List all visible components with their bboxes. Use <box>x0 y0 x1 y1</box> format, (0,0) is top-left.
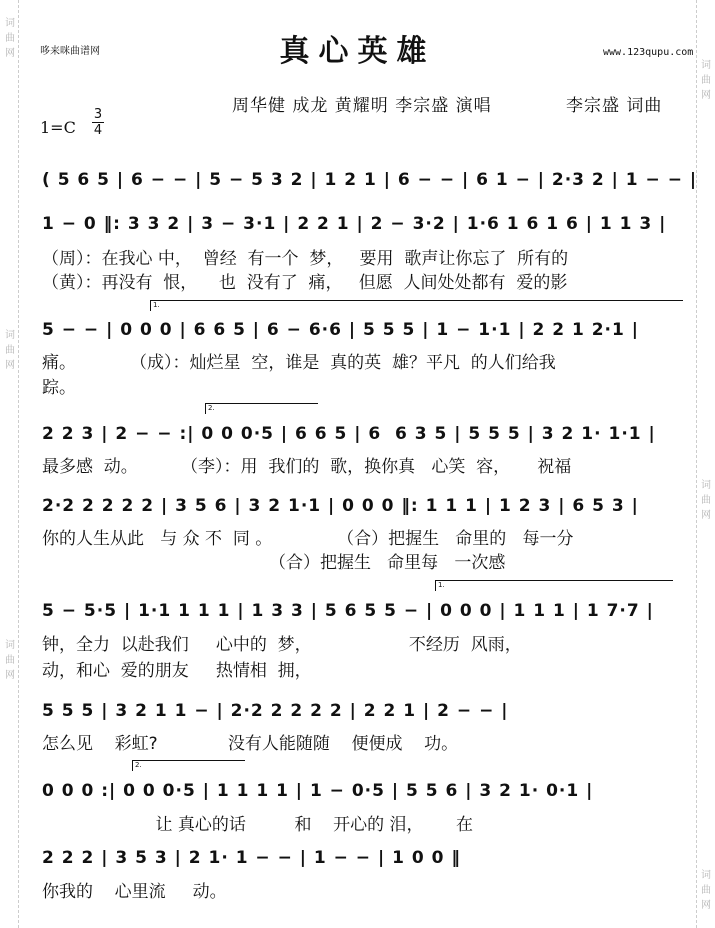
lyric-line: （周）：在我心 中， 曾经 有一个 梦， 要用 歌声让你忘了 所有的 <box>42 249 569 269</box>
notation: 2 2 2 | 3 5 3 | 2 1· 1 − − | 1 − − | 1 0 0 ‖ <box>42 848 461 868</box>
watermark-char: 曲 <box>701 495 711 506</box>
volta-bracket: 2. <box>205 403 318 414</box>
lyric-line: 痛。 （成）：灿烂星 空，谁是 真的英 雄？平凡 的人们给我 <box>42 353 556 373</box>
site-name-left: 哆来咪曲谱网 <box>40 46 100 57</box>
watermark-char: 曲 <box>5 655 15 666</box>
notation: 0 0 0 :| 0 0 0·5 | 1 1 1 1 | 1 − 0·5 | 5 5 6 | 3 2 1· 0·1 | <box>42 781 594 801</box>
lyric-line: （合）把握生 命里每 一次感 <box>42 553 506 573</box>
time-signature-top: 3 <box>93 107 103 122</box>
watermark-char: 词 <box>701 60 711 71</box>
lyric-line: 踪。 <box>42 378 76 398</box>
notation: ( 5 6 5 | 6 − − | 5 − 5 3 2 | 1 2 1 | 6 − − | 6 1 − | 2·3 2 | 1 − − | <box>42 170 698 190</box>
time-signature-bottom: 4 <box>93 123 103 138</box>
notation: 1 − 0 ‖: 3 3 2 | 3 − 3·1 | 2 2 1 | 2 − 3·2 | 1·6 1 6 1 6 | 1 1 3 | <box>42 214 667 234</box>
lyric-line: 你的人生从此 与 众 不 同 。 （合）把握生 命里的 每一分 <box>42 529 574 549</box>
score-line-8 <box>0 781 715 807</box>
key-signature: 1=C <box>40 118 76 137</box>
watermark-char: 词 <box>5 330 15 341</box>
score-line-2 <box>0 214 715 240</box>
score-line-1 <box>0 170 715 196</box>
score-line-5 <box>0 496 715 522</box>
notation: 2·2 2 2 2 2 | 3 5 6 | 3 2 1·1 | 0 0 0 ‖: 1 1 1 | 1 2 3 | 6 5 3 | <box>42 496 639 516</box>
watermark-char: 词 <box>5 18 15 29</box>
watermark-char: 曲 <box>701 75 711 86</box>
lyric-line: 钟，全力 以赴我们 心中的 梦， 不经历 风雨， <box>42 635 522 655</box>
notation: 5 − − | 0 0 0 | 6 6 5 | 6 − 6·6 | 5 5 5 | 1 − 1·1 | 2 2 1 2·1 | <box>42 320 639 340</box>
watermark-char: 词 <box>701 870 711 881</box>
score-line-7 <box>0 701 715 727</box>
watermark-char: 网 <box>701 90 711 101</box>
lyricist-composer: 李宗盛 词曲 <box>566 96 663 116</box>
watermark-char: 词 <box>701 480 711 491</box>
lyric-line: 你我的 心里流 动。 <box>42 882 227 902</box>
score-line-9 <box>0 848 715 874</box>
score-line-4 <box>0 424 715 450</box>
watermark-char: 曲 <box>701 885 711 896</box>
watermark-char: 曲 <box>5 33 15 44</box>
volta-bracket: 2. <box>132 760 245 771</box>
score-line-6 <box>0 601 715 627</box>
volta-bracket: 1. <box>150 300 683 311</box>
lyric-line: 让 真心的话 和 开心的 泪， 在 <box>42 815 473 835</box>
song-title: 真心英雄 <box>279 34 436 69</box>
notation: 5 − 5·5 | 1·1 1 1 1 | 1 3 3 | 5 6 5 5 − | 0 0 0 | 1 1 1 | 1 7·7 | <box>42 601 654 621</box>
watermark-char: 网 <box>701 510 711 521</box>
lyric-line: 最多感 动。 （李）：用 我们的 歌，换你真 心笑 容， 祝福 <box>42 457 572 477</box>
watermark-char: 网 <box>701 900 711 911</box>
watermark-char: 网 <box>5 48 15 59</box>
lyric-line: （黄）：再没有 恨， 也 没有了 痛， 但愿 人间处处都有 爱的影 <box>42 273 568 293</box>
lyric-line: 动，和心 爱的朋友 热情相 拥， <box>42 661 312 681</box>
watermark-char: 网 <box>5 670 15 681</box>
watermark-char: 网 <box>5 360 15 371</box>
watermark-char: 词 <box>5 640 15 651</box>
score-line-3 <box>0 320 715 346</box>
lyric-line: 怎么见 彩虹? 没有人能随随 便便成 功。 <box>42 734 459 754</box>
notation: 2 2 3 | 2 − − :| 0 0 0·5 | 6 6 5 | 6 6 3 5 | 5 5 5 | 3 2 1· 1·1 | <box>42 424 656 444</box>
performers: 周华健 成龙 黄耀明 李宗盛 演唱 <box>232 96 492 116</box>
volta-bracket: 1. <box>435 580 673 591</box>
notation: 5 5 5 | 3 2 1 1 − | 2·2 2 2 2 2 | 2 2 1 | 2 − − | <box>42 701 509 721</box>
time-signature <box>92 108 104 137</box>
watermark-char: 曲 <box>5 345 15 356</box>
site-url[interactable]: www.123qupu.com <box>603 47 694 58</box>
